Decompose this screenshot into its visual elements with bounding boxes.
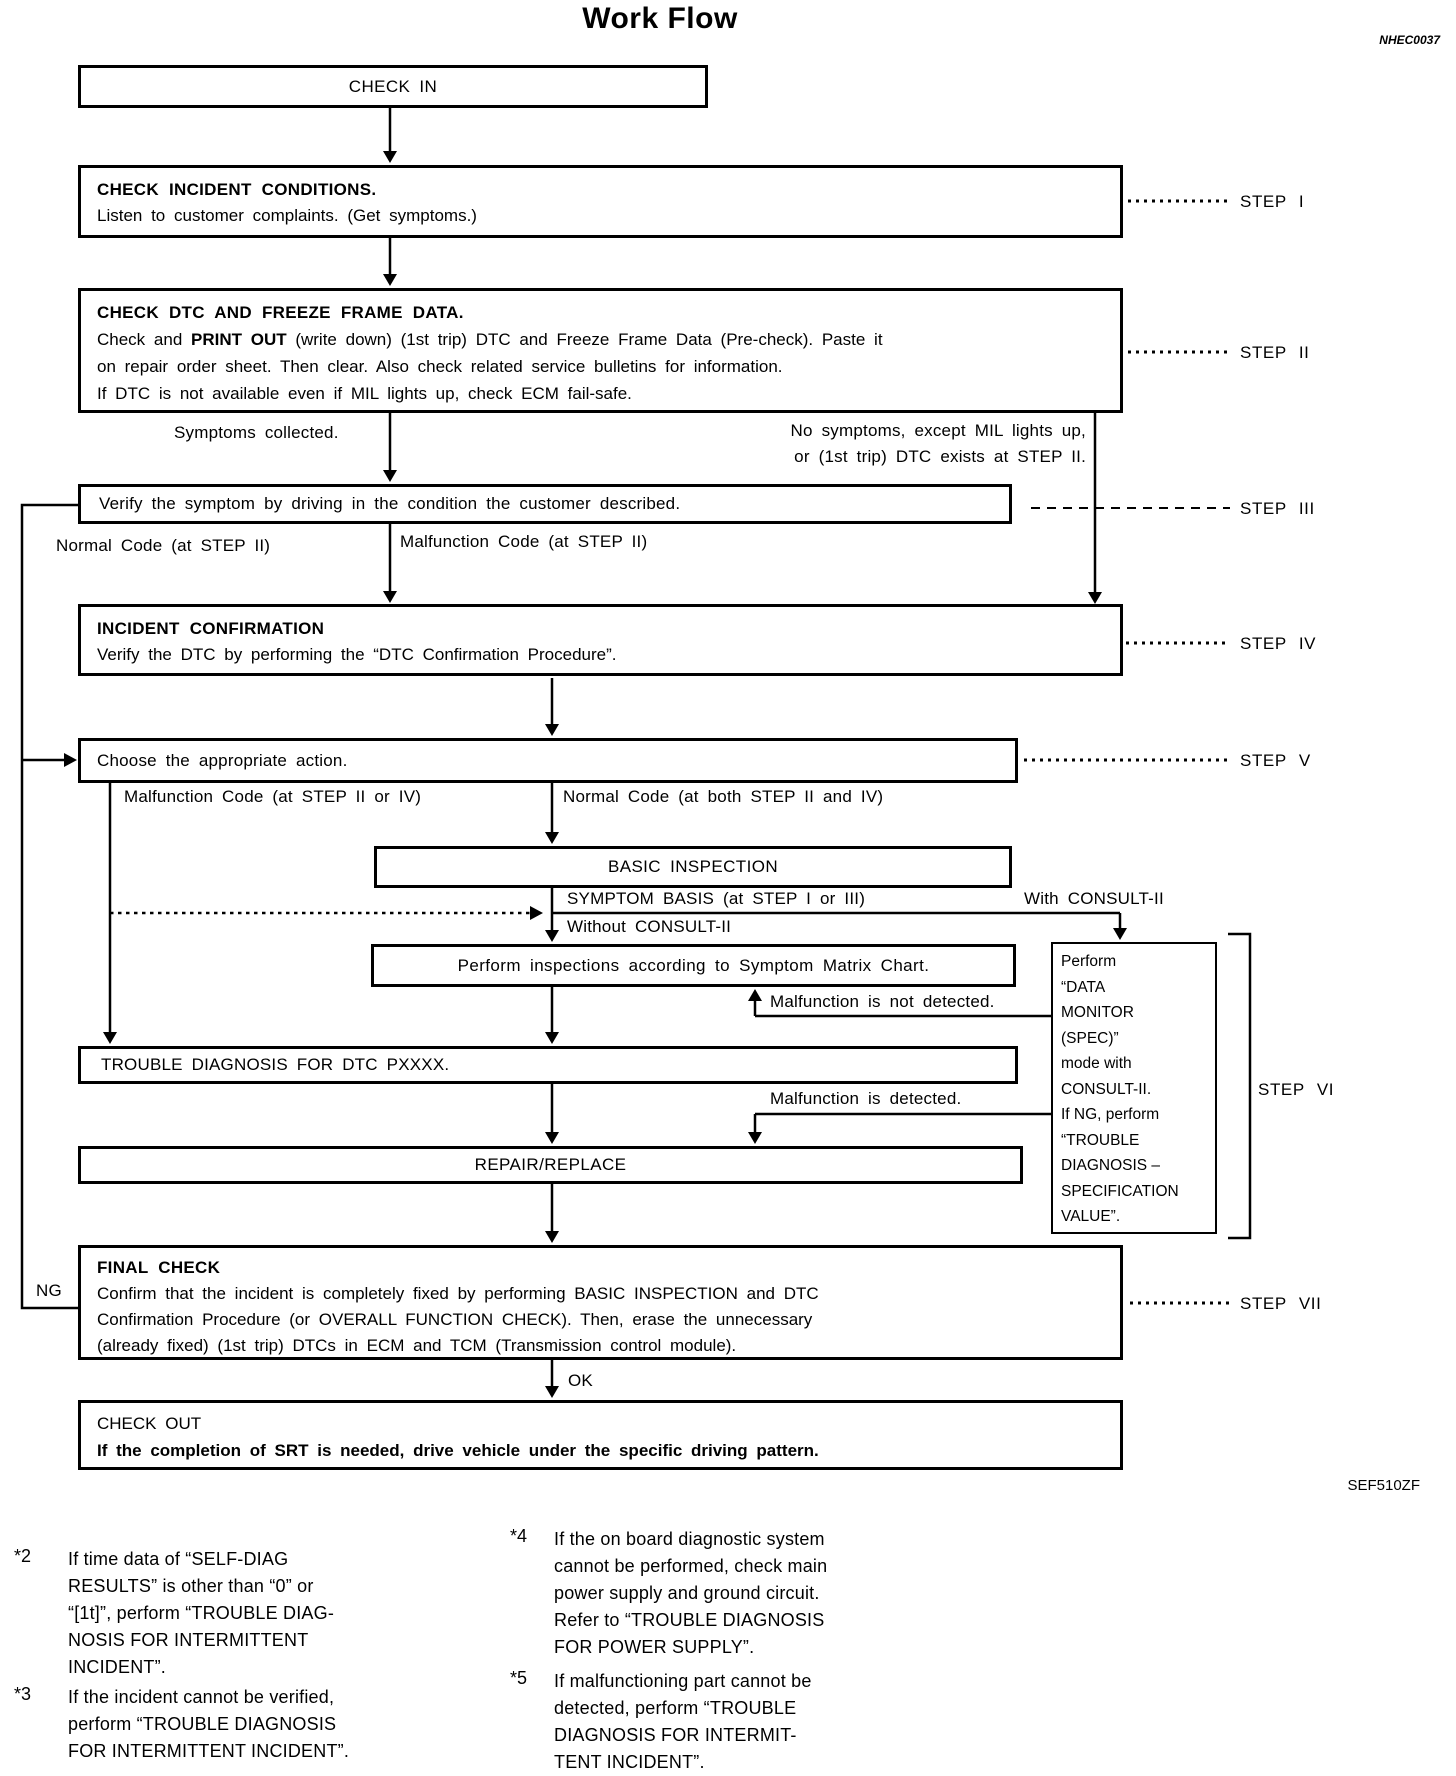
box-line: Confirmation Procedure (or OVERALL FUNCTION CHECK). Then, erase the unnecessary	[97, 1310, 813, 1329]
malfunction-detected-label: Malfunction is detected.	[770, 1089, 962, 1108]
malfunction-code-step2-label: Malfunction Code (at STEP II)	[400, 532, 648, 551]
ng-label: NG	[36, 1281, 62, 1300]
box-title: FINAL CHECK	[97, 1258, 221, 1277]
footnote-2-text: If time data of “SELF-DIAG RESULTS” is other than “0” or “[1t]”, perform “TROUBLE DIAG- NOSIS FOR INTERMITTENT INCIDENT”.	[68, 1549, 335, 1677]
choose-action-label: Choose the appropriate action.	[97, 750, 348, 770]
footnote-5-text: If malfunctioning part cannot be detected, perform “TROUBLE DIAGNOSIS FOR INTERMIT- TENT INCIDENT”.	[554, 1671, 812, 1772]
figure-code: SEF510ZF	[1347, 1477, 1420, 1494]
incident-confirmation-box	[78, 604, 1123, 676]
choose-action-box	[78, 738, 1018, 783]
step-6-label: STEP VI	[1258, 1080, 1335, 1099]
box-body: If the completion of SRT is needed, drive vehicle under the specific driving pattern.	[97, 1441, 819, 1460]
box-body: Listen to customer complaints. (Get symptoms.)	[97, 206, 477, 225]
final-check-box	[78, 1245, 1123, 1360]
basic-inspection-label: BASIC INSPECTION	[607, 857, 779, 876]
box-line: (already fixed) (1st trip) DTCs in ECM and TCM (Transmission control module).	[97, 1336, 737, 1355]
box-line: If NG, perform	[1061, 1106, 1160, 1123]
box-line: “DATA	[1061, 978, 1106, 996]
box-line: DIAGNOSIS –	[1061, 1157, 1161, 1174]
box-line: CONSULT-II.	[1061, 1080, 1152, 1098]
box-title: INCIDENT CONFIRMATION	[97, 619, 325, 638]
footnote-5-marker: *5	[510, 1668, 528, 1688]
box-title: CHECK DTC AND FREEZE FRAME DATA.	[97, 303, 464, 322]
without-consult-label: Without CONSULT-II	[567, 917, 732, 936]
normal-code-step24-label: Normal Code (at both STEP II and IV)	[563, 787, 884, 806]
box-line: on repair order sheet. Then clear. Also check related service bulletins for information.	[97, 357, 783, 376]
check-dtc-box	[78, 288, 1123, 413]
check-incident-conditions-box	[78, 165, 1123, 238]
symptom-matrix-label: Perform inspections according to Symptom Matrix Chart.	[457, 955, 930, 975]
box-title: CHECK INCIDENT CONDITIONS.	[97, 180, 377, 199]
symptom-matrix-box	[371, 944, 1016, 987]
footnote-4-marker: *4	[510, 1526, 528, 1546]
verify-symptom-label: Verify the symptom by driving in the condition the customer described.	[99, 494, 681, 513]
check-out-box	[78, 1400, 1123, 1470]
footnote-2-marker: *2	[14, 1546, 32, 1566]
step-3-label: STEP III	[1240, 499, 1315, 518]
box-line: MONITOR	[1061, 1004, 1134, 1021]
step-4-label: STEP IV	[1240, 634, 1317, 653]
verify-symptom-box	[78, 484, 1012, 524]
with-consult-label: With CONSULT-II	[1024, 889, 1164, 908]
step-7-label: STEP VII	[1240, 1294, 1322, 1313]
no-symptoms-label-line2: or (1st trip) DTC exists at STEP II.	[794, 447, 1086, 466]
repair-replace-label: REPAIR/REPLACE	[474, 1155, 627, 1174]
step-2-label: STEP II	[1240, 343, 1310, 362]
basic-inspection-box	[374, 846, 1012, 888]
box-line: Confirm that the incident is completely fixed by performing BASIC INSPECTION and DTC	[97, 1284, 819, 1303]
step-5-label: STEP V	[1240, 751, 1311, 770]
malfunction-not-detected-label: Malfunction is not detected.	[770, 992, 995, 1011]
box-line: “TROUBLE	[1061, 1131, 1140, 1149]
footnote-3-marker: *3	[14, 1684, 32, 1704]
box-body: Verify the DTC by performing the “DTC Confirmation Procedure”.	[97, 645, 617, 664]
footnote-3-text: If the incident cannot be verified, perform “TROUBLE DIAGNOSIS FOR INTERMITTENT INCIDENT”.	[68, 1687, 350, 1761]
page-title: Work Flow	[582, 2, 738, 35]
box-line: Perform	[1061, 953, 1117, 970]
no-symptoms-label-line1: No symptoms, except MIL lights up,	[790, 421, 1086, 440]
box-line: mode with	[1061, 1055, 1132, 1072]
symptom-basis-label: SYMPTOM BASIS (at STEP I or III)	[567, 889, 866, 908]
reference-code: NHEC0037	[1379, 33, 1440, 47]
box-line: VALUE”.	[1061, 1208, 1121, 1225]
ok-label: OK	[568, 1371, 593, 1390]
malfunction-code-step24-label: Malfunction Code (at STEP II or IV)	[124, 787, 422, 806]
check-in-label: CHECK IN	[348, 76, 438, 96]
box-line: (SPEC)”	[1061, 1029, 1119, 1047]
trouble-diagnosis-box	[78, 1046, 1018, 1084]
check-in-box	[78, 65, 708, 108]
box-line: Check and PRINT OUT (write down) (1st trip) DTC and Freeze Frame Data (Pre-check). Paste it	[97, 330, 883, 349]
data-monitor-spec-box	[1051, 942, 1217, 1234]
footnote-4-text: If the on board diagnostic system cannot be performed, check main power supply and ground circuit. Refer to “TROUBLE DIAGNOSIS FOR POWER SUPPLY”.	[554, 1529, 828, 1657]
symptoms-collected-label: Symptoms collected.	[174, 423, 339, 442]
box-title: CHECK OUT	[97, 1414, 202, 1433]
print-out-emphasis: PRINT OUT	[191, 330, 287, 349]
box-line: If DTC is not available even if MIL lights up, check ECM fail-safe.	[97, 384, 632, 403]
normal-code-step2-label: Normal Code (at STEP II)	[56, 536, 271, 555]
trouble-diagnosis-label: TROUBLE DIAGNOSIS FOR DTC PXXXX.	[101, 1055, 450, 1074]
repair-replace-box	[78, 1146, 1023, 1184]
box-line: SPECIFICATION	[1061, 1182, 1179, 1200]
step-1-label: STEP I	[1240, 192, 1305, 211]
